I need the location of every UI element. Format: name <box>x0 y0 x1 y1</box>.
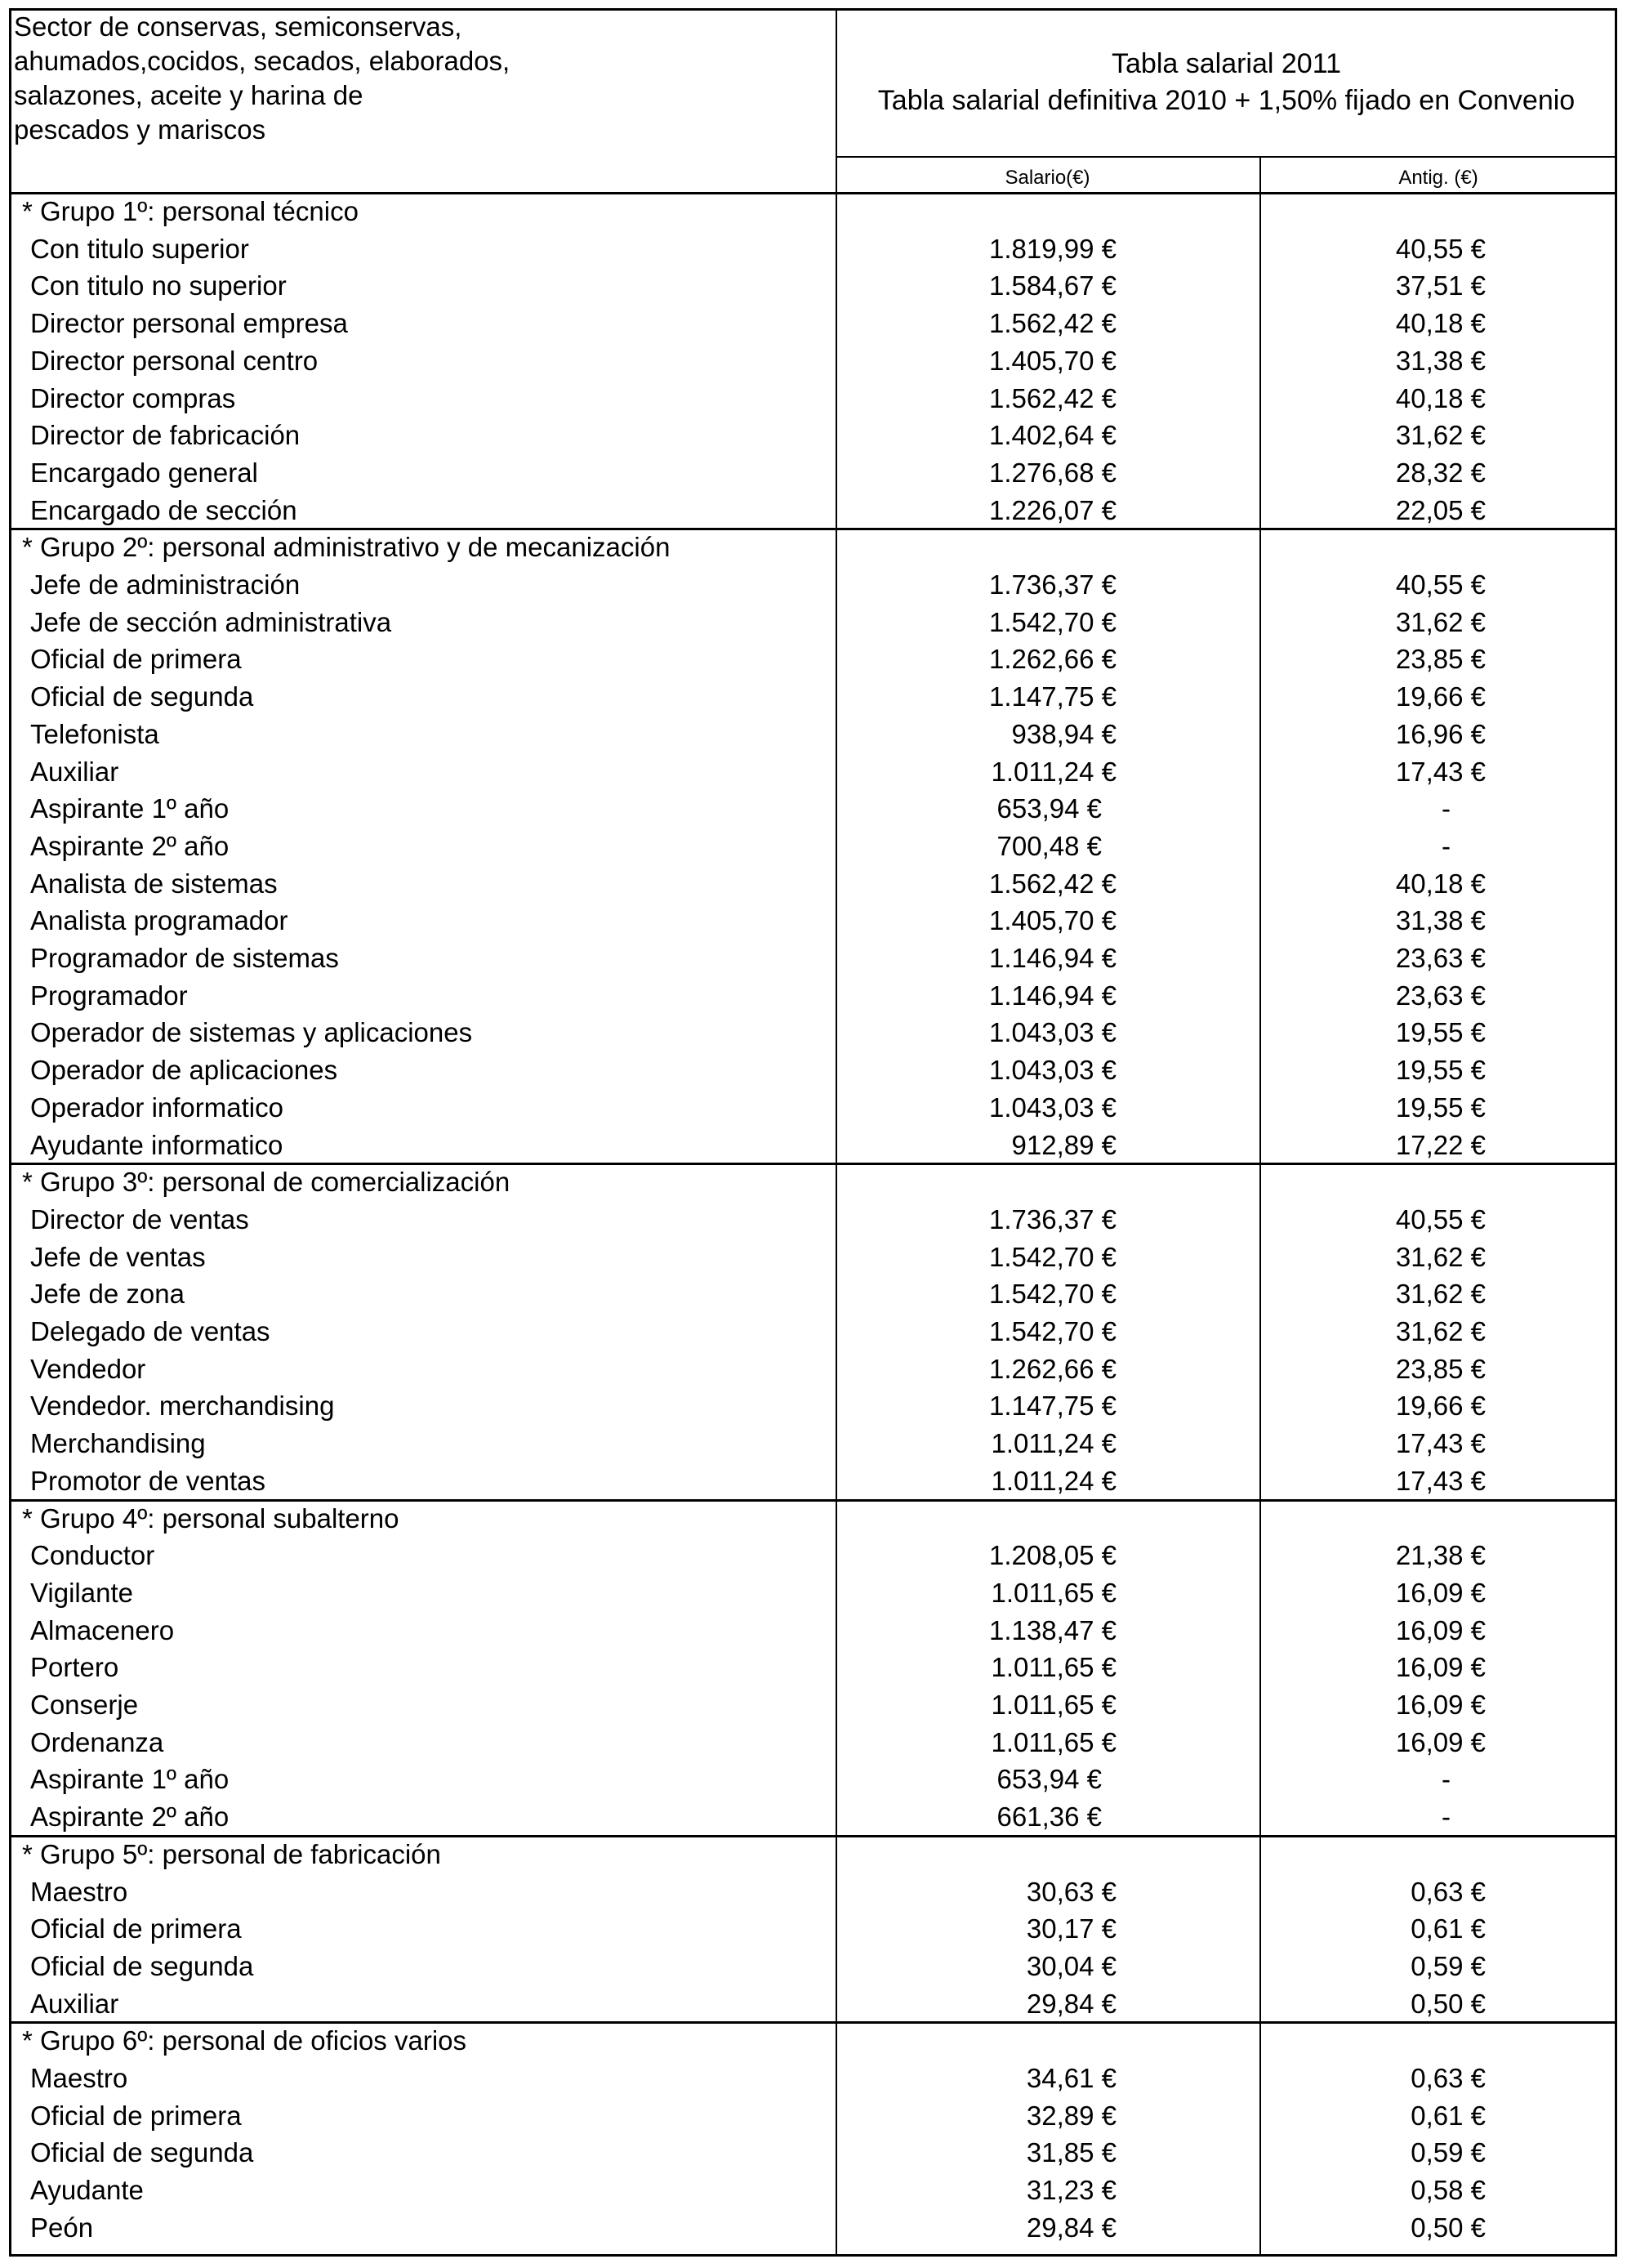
row-antig: 40,55 € <box>1395 569 1486 600</box>
row-antig: - <box>1442 1801 1451 1833</box>
row-antig: 17,43 € <box>1395 1428 1486 1459</box>
row-label: Vendedor <box>30 1353 146 1384</box>
row-salary: 29,84 € <box>1026 2212 1117 2243</box>
row-salary: 1.226,07 € <box>989 494 1117 525</box>
row-salary: 1.584,67 € <box>989 270 1117 301</box>
row-salary: 1.542,70 € <box>989 1316 1117 1346</box>
row-label: Maestro <box>30 2063 128 2093</box>
row-label: Jefe de zona <box>30 1279 185 1310</box>
row-antig: 23,85 € <box>1395 1353 1486 1384</box>
row-antig: 22,05 € <box>1395 494 1486 525</box>
table-title: Tabla salarial 2011 <box>1112 48 1341 79</box>
row-antig: 16,09 € <box>1395 1690 1486 1720</box>
row-salary: 31,85 € <box>1026 2137 1117 2168</box>
table-rule <box>1259 156 1261 2257</box>
row-antig: 16,96 € <box>1395 718 1486 749</box>
row-label: Oficial de segunda <box>30 1950 254 1981</box>
sector-line: pescados y mariscos <box>14 114 266 145</box>
row-salary: 1.262,66 € <box>989 1353 1117 1384</box>
row-label: Analista de sistemas <box>30 868 278 899</box>
sector-line: ahumados,cocidos, secados, elaborados, <box>14 46 510 76</box>
row-salary: 30,04 € <box>1026 1950 1117 1981</box>
row-label: Oficial de primera <box>30 1913 242 1944</box>
row-label: Oficial de segunda <box>30 681 254 712</box>
table-rule <box>9 1163 1617 1165</box>
row-antig: 0,63 € <box>1411 1876 1486 1907</box>
row-label: Jefe de administración <box>30 569 301 600</box>
row-salary: 1.011,65 € <box>991 1726 1117 1757</box>
row-label: Director compras <box>30 382 236 413</box>
row-salary: 1.208,05 € <box>989 1540 1117 1571</box>
row-label: Telefonista <box>30 718 159 749</box>
row-antig: 19,66 € <box>1395 1391 1486 1422</box>
row-salary: 661,36 € <box>996 1801 1102 1833</box>
row-salary: 1.043,03 € <box>989 1092 1117 1123</box>
row-antig: 17,43 € <box>1395 756 1486 787</box>
row-salary: 1.542,70 € <box>989 1241 1117 1272</box>
row-label: Peón <box>30 2212 94 2243</box>
sector-line: Sector de conservas, semiconservas, <box>14 11 462 42</box>
table-rule <box>1615 8 1617 2257</box>
row-antig: 40,55 € <box>1395 233 1486 264</box>
row-label: Auxiliar <box>30 1988 119 2019</box>
row-label: Portero <box>30 1652 119 1683</box>
row-antig: 40,18 € <box>1395 868 1486 899</box>
row-antig: - <box>1442 793 1451 824</box>
table-rule <box>9 1499 1617 1502</box>
row-label: Director personal centro <box>30 345 319 376</box>
row-salary: 1.562,42 € <box>989 868 1117 899</box>
row-salary: 1.542,70 € <box>989 606 1117 637</box>
row-label: Oficial de segunda <box>30 2137 254 2168</box>
row-salary: 653,94 € <box>996 1764 1102 1795</box>
row-salary: 30,17 € <box>1026 1913 1117 1944</box>
row-salary: 1.011,65 € <box>991 1652 1117 1683</box>
column-header-salary: Salario(€) <box>1005 167 1090 189</box>
sector-description <box>14 10 831 147</box>
row-antig: 16,09 € <box>1395 1652 1486 1683</box>
row-antig: 31,62 € <box>1395 1316 1486 1346</box>
table-rule <box>9 192 1617 194</box>
row-salary: 1.736,37 € <box>989 1203 1117 1234</box>
row-salary: 1.146,94 € <box>989 980 1117 1011</box>
row-antig: 19,66 € <box>1395 681 1486 712</box>
group-title: * Grupo 4º: personal subalterno <box>22 1502 399 1534</box>
row-label: Operador informatico <box>30 1092 283 1123</box>
row-antig: 31,38 € <box>1395 345 1486 376</box>
row-salary: 34,61 € <box>1026 2063 1117 2093</box>
row-antig: 23,85 € <box>1395 644 1486 675</box>
row-antig: 16,09 € <box>1395 1726 1486 1757</box>
row-label: Jefe de ventas <box>30 1241 206 1272</box>
row-antig: 21,38 € <box>1395 1540 1486 1571</box>
row-antig: 0,50 € <box>1411 2212 1486 2243</box>
row-antig: 19,55 € <box>1395 1092 1486 1123</box>
table-rule <box>9 1835 1617 1837</box>
row-salary: 938,94 € <box>1011 718 1117 749</box>
row-antig: 40,18 € <box>1395 382 1486 413</box>
row-antig: 19,55 € <box>1395 1017 1486 1048</box>
row-label: Ayudante <box>30 2175 144 2206</box>
row-salary: 1.146,94 € <box>989 943 1117 973</box>
row-antig: 0,61 € <box>1411 1913 1486 1944</box>
row-label: Director personal empresa <box>30 308 348 339</box>
row-salary: 30,63 € <box>1026 1876 1117 1907</box>
row-antig: 0,59 € <box>1411 2137 1486 2168</box>
row-label: Jefe de sección administrativa <box>30 606 392 637</box>
row-label: Director de fabricación <box>30 420 301 451</box>
table-rule <box>9 8 11 2257</box>
row-salary: 1.011,24 € <box>991 1428 1117 1459</box>
group-title: * Grupo 2º: personal administrativo y de mecanización <box>22 532 671 563</box>
row-antig: - <box>1442 830 1451 861</box>
row-label: Delegado de ventas <box>30 1316 270 1346</box>
row-salary: 912,89 € <box>1011 1129 1117 1160</box>
row-salary: 1.405,70 € <box>989 345 1117 376</box>
row-label: Almacenero <box>30 1614 175 1645</box>
column-header-antig: Antig. (€) <box>1398 167 1478 189</box>
table-rule <box>9 2021 1617 2024</box>
row-salary: 1.562,42 € <box>989 308 1117 339</box>
row-salary: 1.011,65 € <box>991 1690 1117 1720</box>
row-antig: 19,55 € <box>1395 1055 1486 1086</box>
row-salary: 1.402,64 € <box>989 420 1117 451</box>
group-title: * Grupo 1º: personal técnico <box>22 196 359 226</box>
row-label: Vendedor. merchandising <box>30 1391 335 1422</box>
row-label: Vigilante <box>30 1577 133 1608</box>
row-antig: 31,62 € <box>1395 1279 1486 1310</box>
row-salary: 29,84 € <box>1026 1988 1117 2019</box>
row-salary: 1.147,75 € <box>989 681 1117 712</box>
row-antig: 0,58 € <box>1411 2175 1486 2206</box>
row-label: Con titulo superior <box>30 233 249 264</box>
row-antig: 0,63 € <box>1411 2063 1486 2093</box>
group-title: * Grupo 3º: personal de comercialización <box>22 1167 510 1198</box>
row-label: Conductor <box>30 1540 155 1571</box>
row-label: Auxiliar <box>30 756 119 787</box>
table-subtitle: Tabla salarial definitiva 2010 + 1,50% fijado en Convenio <box>877 85 1576 116</box>
row-antig: 31,62 € <box>1395 420 1486 451</box>
table-rule <box>836 156 1617 158</box>
row-antig: 28,32 € <box>1395 457 1486 488</box>
row-antig: 0,61 € <box>1411 2100 1486 2131</box>
table-rule <box>9 8 1617 11</box>
row-salary: 1.138,47 € <box>989 1614 1117 1645</box>
row-label: Director de ventas <box>30 1203 249 1234</box>
row-salary: 1.819,99 € <box>989 233 1117 264</box>
row-salary: 1.043,03 € <box>989 1017 1117 1048</box>
row-antig: 40,55 € <box>1395 1203 1486 1234</box>
row-antig: 31,62 € <box>1395 1241 1486 1272</box>
row-salary: 1.405,70 € <box>989 905 1117 936</box>
row-label: Merchandising <box>30 1428 206 1459</box>
row-salary: 1.011,24 € <box>991 1465 1117 1496</box>
row-label: Operador de sistemas y aplicaciones <box>30 1017 473 1048</box>
row-salary: 1.043,03 € <box>989 1055 1117 1086</box>
row-label: Promotor de ventas <box>30 1465 265 1496</box>
row-label: Oficial de primera <box>30 644 242 675</box>
row-antig: 16,09 € <box>1395 1614 1486 1645</box>
row-antig: 17,22 € <box>1395 1129 1486 1160</box>
row-antig: 31,38 € <box>1395 905 1486 936</box>
row-label: Aspirante 1º año <box>30 793 230 824</box>
table-rule <box>836 8 837 2257</box>
row-label: Ayudante informatico <box>30 1129 283 1160</box>
row-antig: 40,18 € <box>1395 308 1486 339</box>
row-salary: 1.736,37 € <box>989 569 1117 600</box>
row-label: Con titulo no superior <box>30 270 287 301</box>
row-salary: 1.262,66 € <box>989 644 1117 675</box>
row-antig: - <box>1442 1764 1451 1795</box>
row-label: Programador <box>30 980 188 1011</box>
row-salary: 653,94 € <box>996 793 1102 824</box>
row-salary: 700,48 € <box>996 830 1102 861</box>
row-label: Encargado de sección <box>30 494 297 525</box>
row-label: Encargado general <box>30 457 258 488</box>
row-salary: 1.011,24 € <box>991 756 1117 787</box>
row-label: Conserje <box>30 1690 139 1720</box>
row-label: Programador de sistemas <box>30 943 339 973</box>
row-salary: 1.147,75 € <box>989 1391 1117 1422</box>
row-salary: 1.562,42 € <box>989 382 1117 413</box>
table-rule <box>9 2254 1617 2257</box>
row-label: Analista programador <box>30 905 288 936</box>
row-label: Aspirante 2º año <box>30 1801 230 1833</box>
row-label: Ordenanza <box>30 1726 164 1757</box>
salary-table <box>9 8 1617 2257</box>
row-label: Aspirante 2º año <box>30 830 230 861</box>
row-salary: 1.011,65 € <box>991 1577 1117 1608</box>
row-antig: 31,62 € <box>1395 606 1486 637</box>
row-salary: 1.276,68 € <box>989 457 1117 488</box>
row-antig: 17,43 € <box>1395 1465 1486 1496</box>
group-title: * Grupo 6º: personal de oficios varios <box>22 2025 467 2056</box>
row-salary: 31,23 € <box>1026 2175 1117 2206</box>
row-antig: 37,51 € <box>1395 270 1486 301</box>
row-antig: 0,50 € <box>1411 1988 1486 2019</box>
row-salary: 1.542,70 € <box>989 1279 1117 1310</box>
table-rule <box>9 528 1617 530</box>
row-label: Aspirante 1º año <box>30 1764 230 1795</box>
row-antig: 23,63 € <box>1395 980 1486 1011</box>
group-title: * Grupo 5º: personal de fabricación <box>22 1838 441 1869</box>
row-antig: 23,63 € <box>1395 943 1486 973</box>
row-label: Maestro <box>30 1876 128 1907</box>
row-antig: 0,59 € <box>1411 1950 1486 1981</box>
sector-line: salazones, aceite y harina de <box>14 80 363 110</box>
row-salary: 32,89 € <box>1026 2100 1117 2131</box>
row-antig: 16,09 € <box>1395 1577 1486 1608</box>
row-label: Oficial de primera <box>30 2100 242 2131</box>
row-label: Operador de aplicaciones <box>30 1055 338 1086</box>
